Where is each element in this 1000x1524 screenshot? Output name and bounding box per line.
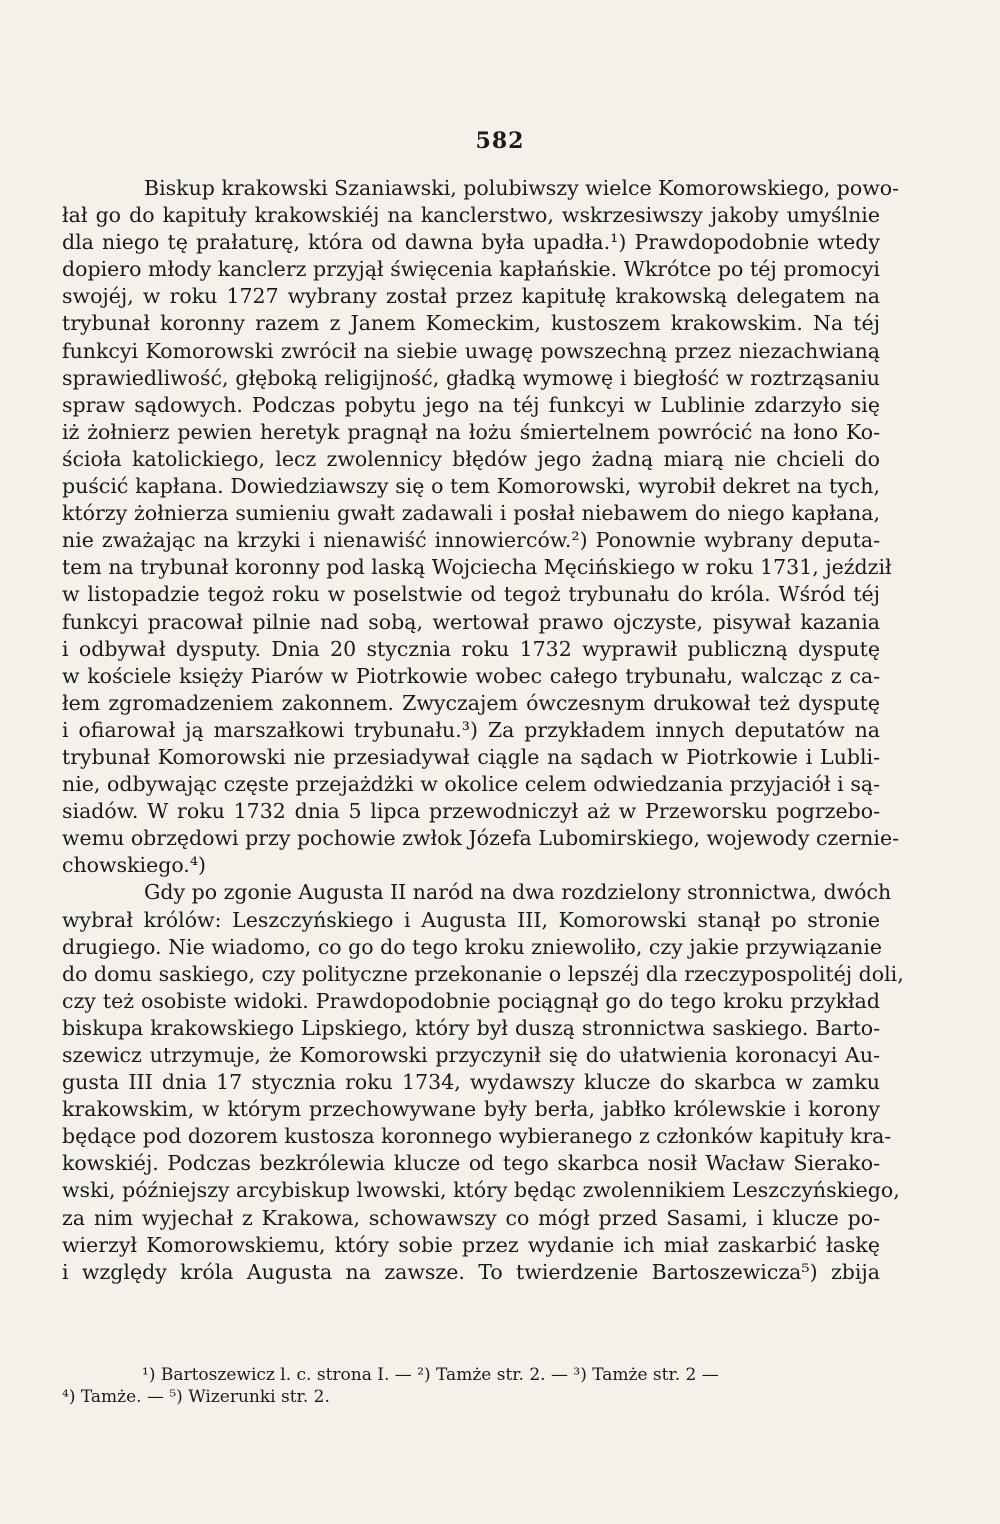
text-line: gusta III dnia 17 stycznia roku 1734, wydawszy klucze do skarbca w zamku	[62, 1070, 880, 1095]
text-line: wski, późniejszy arcybiskup lwowski, który będąc zwolennikiem Leszczyńskiego,	[62, 1178, 900, 1203]
text-line: drugiego. Nie wiadomo, co go do tego kroku zniewoliło, czy jakie przywiązanie	[62, 934, 883, 959]
page-number: 582	[475, 128, 525, 154]
text-line: spraw sądowych. Podczas pobytu jego na téj funkcyi w Lublinie zdarzyło się	[62, 392, 880, 417]
text-line: czy też osobiste widoki. Prawdopodobnie pociągnął go do tego kroku przykład	[62, 988, 880, 1013]
text-line: wybrał królów: Leszczyńskiego i Augusta III, Komorowski stanął po stronie	[62, 907, 880, 932]
text-line: którzy żołnierza sumieniu gwałt zadawali i posłał niebawem do niego kapłana,	[62, 501, 880, 526]
footnotes	[62, 1364, 880, 1408]
text-line: dopiero młody kanclerz przyjął święcenia kapłańskie. Wkrótce po téj promocyi	[62, 257, 880, 282]
text-line: funkcyi Komorowski zwrócił na siebie uwagę powszechną przez niezachwianą	[62, 338, 880, 363]
text-line: i odbywał dysputy. Dnia 20 stycznia roku 1732 wyprawił publiczną dysputę	[62, 636, 880, 661]
text-line: chowskiego.⁴)	[62, 853, 207, 878]
text-line: ścioła katolickiego, lecz zwolennicy błędów jego żadną miarą nie chcieli do	[62, 446, 880, 471]
text-line: biskupa krakowskiego Lipskiego, który był duszą stronnictwa saskiego. Barto-	[62, 1015, 880, 1040]
text-line: trybunał Komorowski nie przesiadywał ciągle na sądach w Piotrkowie i Lubli-	[62, 744, 880, 769]
text-line: za nim wyjechał z Krakowa, schowawszy co mógł przed Sasami, i klucze po-	[62, 1205, 880, 1230]
text-line: iż żołnierz pewien heretyk pragnął na łożu śmiertelnem powrócić na łono Ko-	[62, 419, 880, 444]
text-line: w kościele księży Piarów w Piotrkowie wobec całego trybunału, walcząc z ca-	[62, 663, 880, 688]
text-line: będące pod dozorem kustosza koronnego wybieranego z członków kapituły kra-	[62, 1124, 892, 1149]
paragraph	[62, 879, 904, 1285]
text-line: i względy króla Augusta na zawsze. To twierdzenie Bartoszewicza⁵) zbija	[62, 1259, 880, 1284]
text-line: do domu saskiego, czy polityczne przekonanie o lepszéj dla rzeczypospolitéj doli,	[62, 961, 904, 986]
text-line: tem na trybunał koronny pod laską Wojciecha Męcińskiego w roku 1731, jeździł	[62, 555, 892, 580]
text-line: Biskup krakowski Szaniawski, polubiwszy wielce Komorowskiego, powo-	[144, 176, 900, 200]
text-line: łem zgromadzeniem zakonnem. Zwyczajem ówczesnym drukował też dysputę	[62, 690, 880, 715]
text-line: kowskiéj. Podczas bezkrólewia klucze od tego skarbca nosił Wacław Sierako-	[62, 1151, 880, 1176]
text-line: wierzył Komorowskiemu, który sobie przez wydanie ich miał zaskarbić łaskę	[62, 1232, 880, 1257]
text-line: Gdy po zgonie Augusta II naród na dwa rozdzielony stronnictwa, dwóch	[144, 880, 892, 905]
text-line: nie, odbywając częste przejażdżki w okolice celem odwiedzania przyjaciół i są-	[62, 772, 880, 797]
text-line: łał go do kapituły krakowskiéj na kanclerstwo, wskrzesiwszy jakoby umyślnie	[62, 203, 880, 228]
text-line: sprawiedliwość, głęboką religijność, gładką wymowę i biegłość w roztrząsaniu	[62, 365, 880, 390]
text-line: siadów. W roku 1732 dnia 5 lipca przewodniczył aż w Przeworsku pogrzebo-	[62, 799, 880, 824]
footnote-line: ⁴) Tamże. — ⁵) Wizerunki str. 2.	[62, 1387, 330, 1407]
text-line: trybunał koronny razem z Janem Komeckim, kustoszem krakowskim. Na téj	[62, 311, 880, 336]
text-line: swojéj, w roku 1727 wybrany został przez kapitułę krakowską delegatem na	[62, 284, 880, 309]
body-text	[62, 175, 904, 1286]
text-line: dla niego tę prałaturę, która od dawna była upadła.¹) Prawdopodobnie wtedy	[62, 230, 880, 255]
text-line: krakowskim, w którym przechowywane były berła, jabłko królewskie i korony	[62, 1097, 880, 1122]
text-line: nie zważając na krzyki i nienawiść innowierców.²) Ponownie wybrany deputa-	[62, 528, 880, 553]
text-line: szewicz utrzymuje, że Komorowski przyczynił się do ułatwienia koronacyi Au-	[62, 1043, 880, 1067]
text-line: puścić kapłana. Dowiedziawszy się o tem Komorowski, wyrobił dekret na tych,	[62, 474, 880, 499]
paragraph	[62, 175, 900, 879]
text-line: i ofiarował ją marszałkowi trybunału.³) Za przykładem innych deputatów na	[62, 717, 880, 742]
text-line: wemu obrzędowi przy pochowie zwłok Józefa Lubomirskiego, wojewody czernie-	[62, 826, 899, 851]
footnote-line: ¹) Bartoszewicz l. c. strona I. — ²) Tamże str. 2. — ³) Tamże str. 2 —	[142, 1365, 719, 1385]
text-line: funkcyi pracował pilnie nad sobą, wertował prawo ojczyste, pisywał kazania	[62, 609, 880, 634]
text-line: w listopadzie tegoż roku w poselstwie od tegoż trybunału do króla. Wśród téj	[62, 582, 880, 607]
